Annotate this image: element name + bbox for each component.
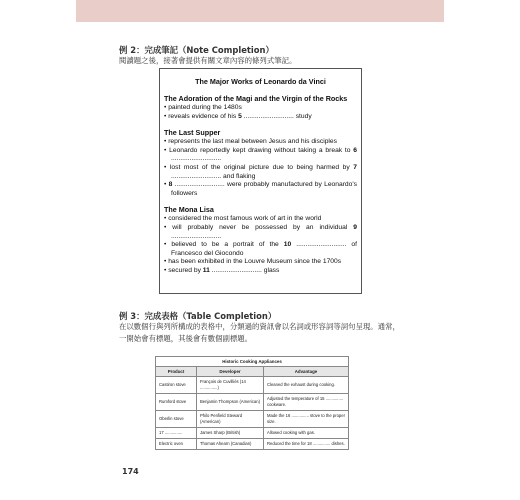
- artwork-title: The Last Supper: [164, 128, 221, 138]
- note-bullet: [164, 147, 357, 164]
- bullet-text: reveals evidence of his: [168, 112, 239, 120]
- artwork-section: [164, 94, 357, 121]
- cell-developer: Benjamin Thompson (American): [197, 394, 264, 411]
- bullet-dot: •: [164, 112, 169, 120]
- bullet-dot: •: [164, 258, 169, 266]
- bullet-text: Leonardo reportedly kept drawing without taking a break to: [169, 146, 354, 154]
- table-caption: Historic Cooking Appliances: [155, 356, 349, 366]
- note-bullet: [164, 258, 357, 267]
- question-number: 6: [353, 146, 357, 154]
- bullet-dot: •: [164, 241, 172, 249]
- header-developer: Developer: [197, 367, 264, 377]
- header-band: [76, 0, 444, 22]
- bullet-continuation: ........................... of Francesco del Giocondo: [171, 241, 357, 257]
- bullet-text: considered the most famous work of art in the world: [168, 215, 322, 223]
- bullet-dot: •: [164, 181, 169, 189]
- cell-developer: Philo Penfield Steward (American): [197, 411, 264, 428]
- header-advantage: Advantage: [264, 367, 349, 377]
- question-number: 9: [353, 223, 357, 231]
- note-bullet: [164, 113, 357, 122]
- bullet-text: painted during the 1480s: [168, 104, 242, 111]
- bullet-continuation: ........................... glass: [209, 266, 280, 274]
- note-bullet: [164, 138, 357, 147]
- bullet-text: represents the last meal between Jesus and his disciples: [168, 138, 337, 146]
- cell-developer: James Sharp (British): [197, 428, 264, 439]
- cell-advantage: Allowed cooking with gas.: [264, 428, 349, 439]
- example2-description: 閱讀題之後，接著會提供有關文章內容的條列式筆記。: [119, 56, 297, 65]
- bullet-text: secured by: [168, 266, 203, 274]
- page-number: 174: [122, 467, 139, 476]
- bullet-dot: •: [164, 104, 169, 111]
- cell-advantage: Reduced the time for 18 ............... dishes.: [264, 439, 349, 450]
- bullet-continuation: ........................... and flaking: [171, 172, 256, 180]
- table-row: [156, 394, 349, 411]
- example2-title: 例 2：完成筆記（Note Completion）: [119, 45, 274, 55]
- bullet-dot: •: [164, 223, 173, 231]
- bullet-dot: •: [164, 146, 170, 154]
- cell-product: Rumford stove: [156, 394, 197, 411]
- cell-developer: François de Cuvilliés (14 ...............): [197, 377, 264, 394]
- bullet-text: has been exhibited in the Louvre Museum since the 1700s: [168, 258, 342, 266]
- question-number: 5: [238, 112, 242, 120]
- artwork-title: The Mona Lisa: [164, 205, 214, 215]
- question-number: 7: [353, 163, 357, 171]
- table-row: [156, 411, 349, 428]
- bullet-text: will probably never be possessed by an individual: [172, 223, 354, 231]
- example3-description: 在以數個行與列所構成的表格中，分類過的資訊會以名詞或形容詞等詞句呈現。通常，一開始會有標題，其後會有數個副標題。: [119, 322, 400, 343]
- cell-product: 17 ...............: [156, 428, 197, 439]
- artwork-section: [164, 128, 357, 198]
- bullet-text: believed to be a portrait of the: [171, 241, 284, 249]
- artwork-title: The Adoration of the Magi and the Virgin of the Rocks: [164, 94, 348, 103]
- bullet-continuation: ........................... were probably manufactured by Leonardo's followers: [171, 181, 357, 197]
- cell-product: Oberlin stove: [156, 411, 197, 428]
- cell-product: Electric oven: [156, 439, 197, 450]
- table-row: [156, 377, 349, 394]
- question-number: 8: [168, 181, 173, 189]
- cell-advantage: Made the 16 ............... stove to the proper size.: [264, 411, 349, 428]
- bullet-continuation: ...........................: [171, 232, 222, 240]
- cell-advantage: Cleaned the exhaust during cooking.: [264, 377, 349, 394]
- bullet-dot: •: [164, 215, 169, 223]
- bullet-continuation: ........................... study: [241, 112, 312, 120]
- cell-developer: Thomas Ahearn (Canadian): [197, 439, 264, 450]
- question-number: 10: [283, 241, 292, 249]
- table-row: [156, 428, 349, 439]
- note-bullet: [164, 164, 357, 181]
- cell-advantage: Adjusted the temperature of 15 ............... cookware.: [264, 394, 349, 411]
- question-number: 11: [202, 266, 210, 274]
- bullet-dot: •: [164, 163, 170, 171]
- artwork-section: [164, 205, 357, 275]
- table-row: [156, 439, 349, 450]
- notes-box: [159, 68, 362, 294]
- note-bullet: [164, 104, 357, 113]
- note-bullet: [164, 181, 357, 198]
- bullet-dot: •: [164, 138, 169, 146]
- note-bullet: [164, 267, 357, 276]
- cooking-table: [155, 356, 349, 450]
- note-bullet: [164, 224, 357, 241]
- bullet-text: lost most of the original picture due to being harmed by: [169, 163, 354, 171]
- example3-title: 例 3：完成表格（Table Completion）: [119, 311, 277, 321]
- note-bullet: [164, 241, 357, 258]
- artworks-list: [164, 94, 357, 276]
- appliance-table: [155, 366, 349, 450]
- cell-product: Castiron stove: [156, 377, 197, 394]
- bullet-continuation: ...........................: [171, 155, 222, 163]
- bullet-dot: •: [164, 266, 169, 274]
- header-product: Product: [156, 367, 197, 377]
- note-bullet: [164, 215, 357, 224]
- notes-title: The Major Works of Leonardo da Vinci: [195, 77, 326, 86]
- table-header-row: [156, 367, 349, 377]
